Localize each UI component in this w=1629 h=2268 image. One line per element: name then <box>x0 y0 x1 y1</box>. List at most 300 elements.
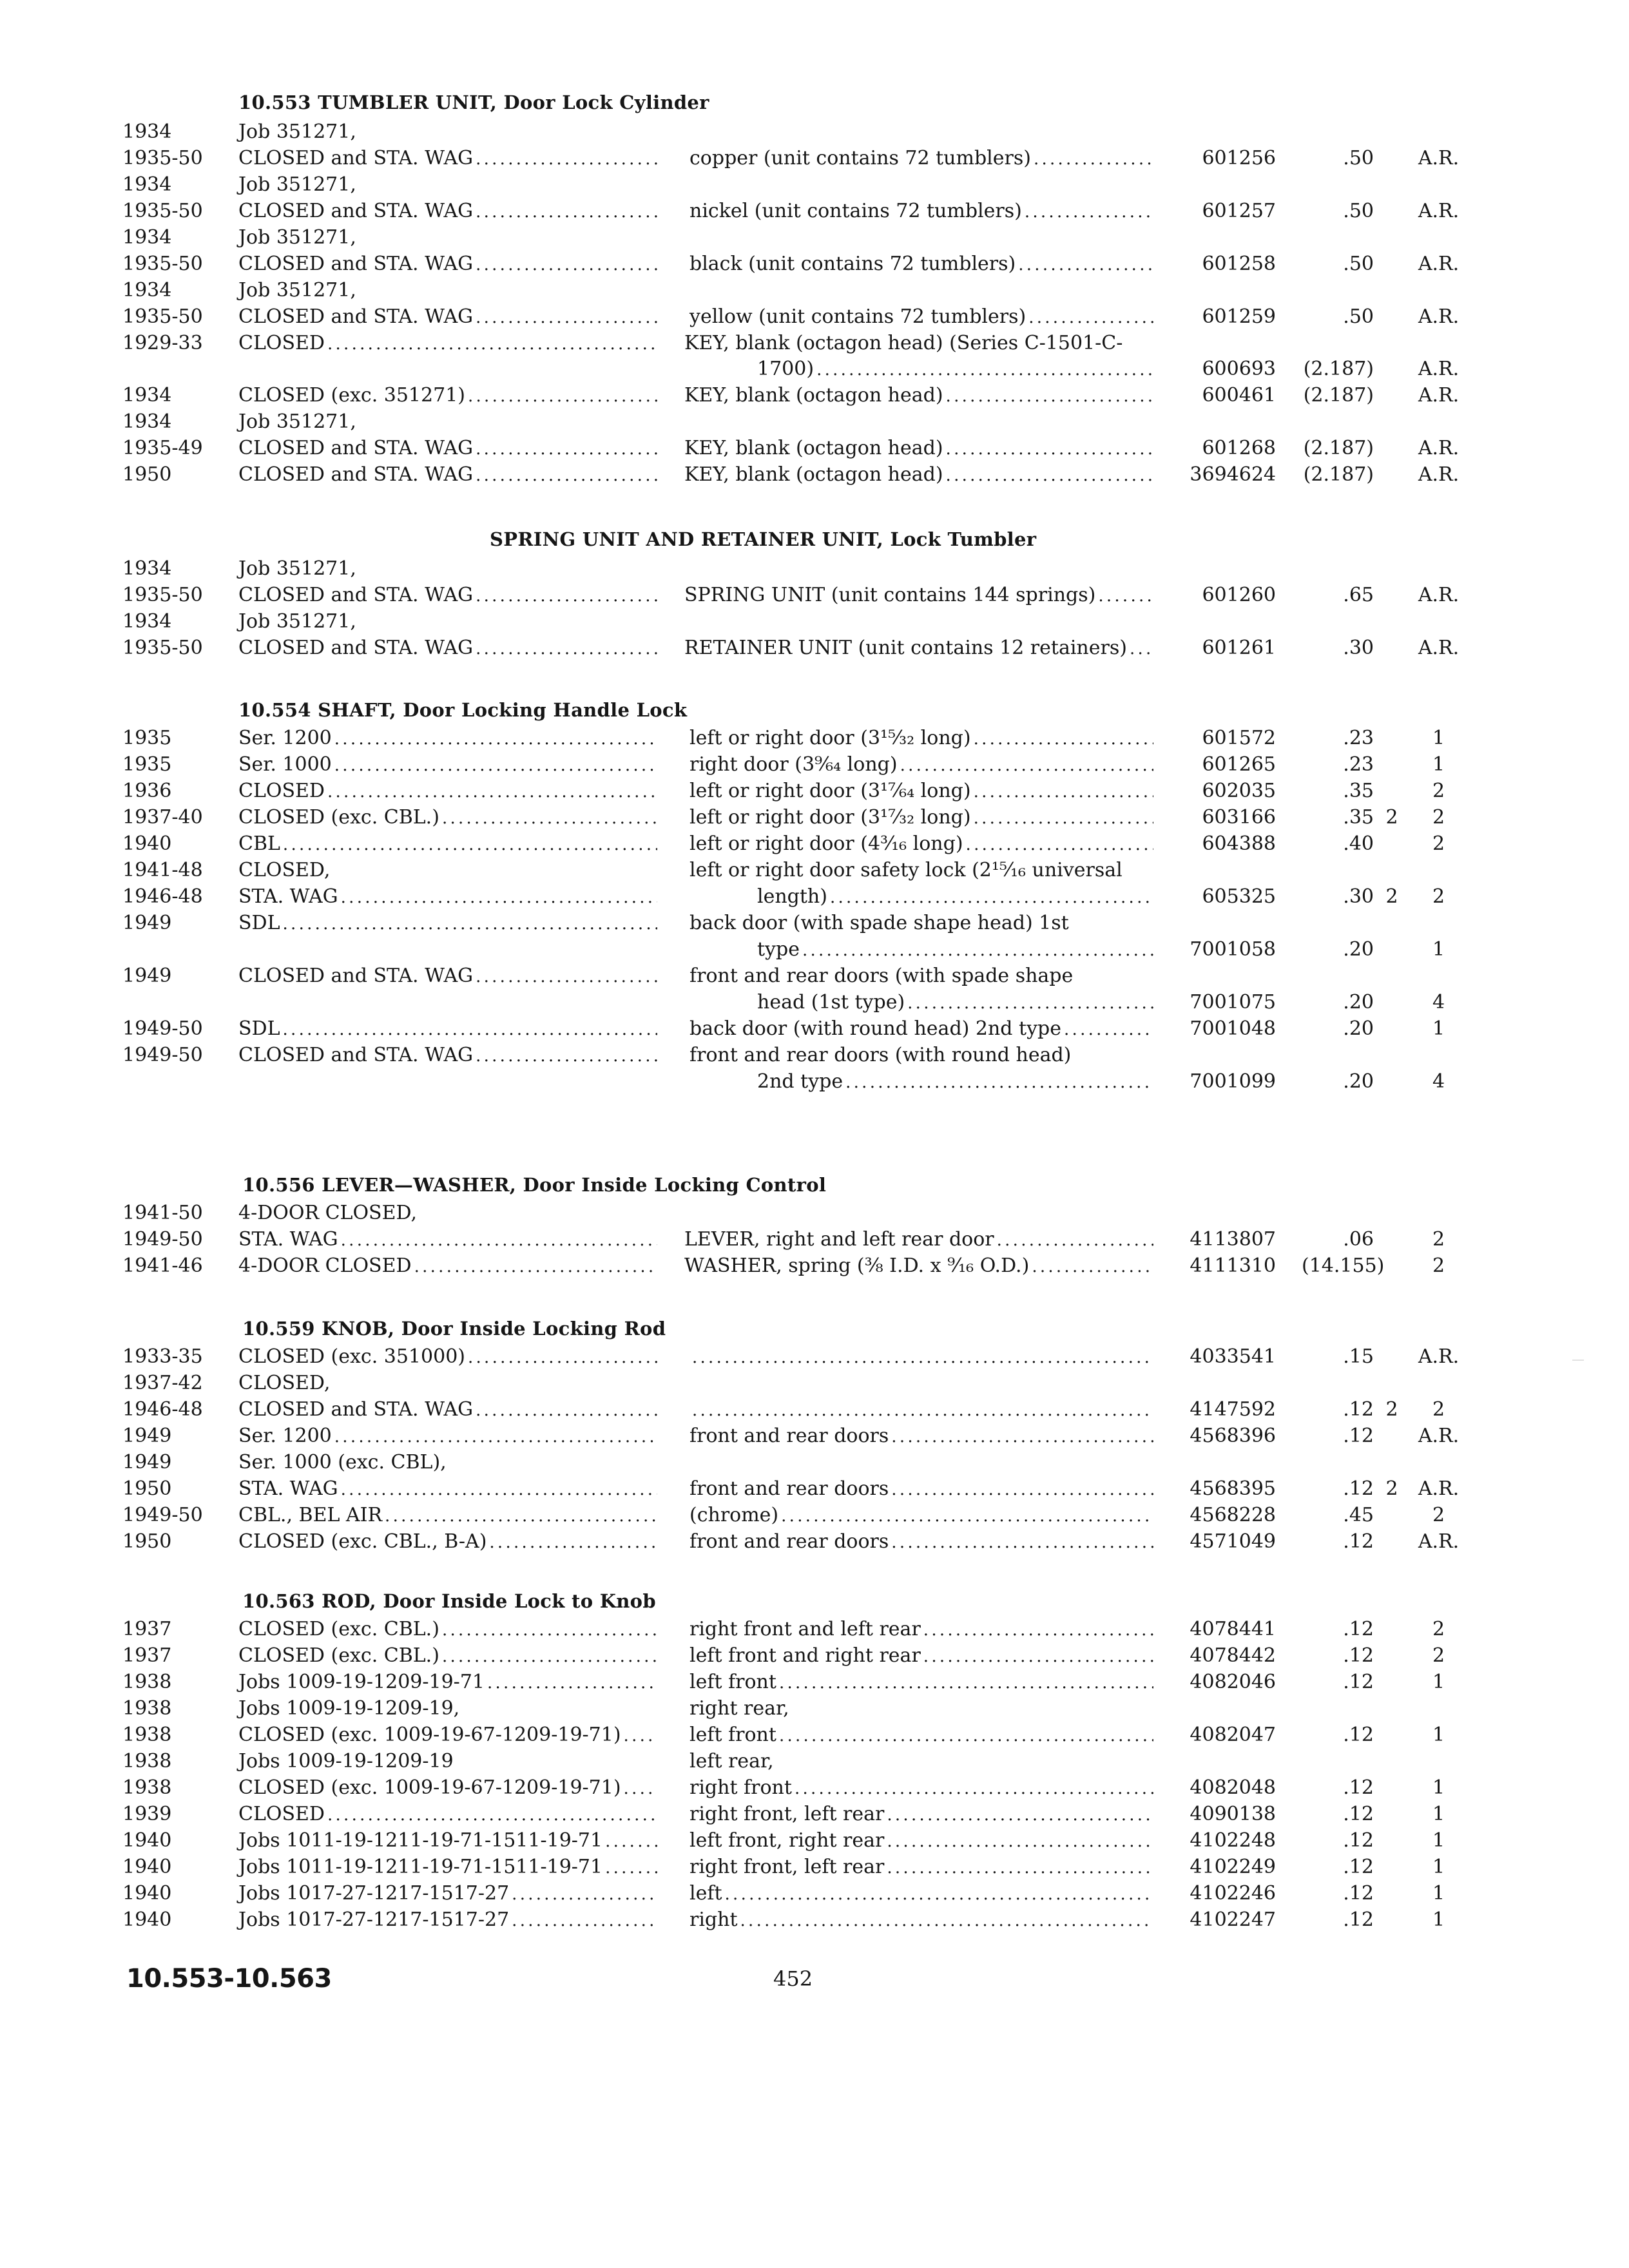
model-text: Jobs 1009-19-1209-19, <box>238 1697 460 1720</box>
description-cell <box>757 884 1153 910</box>
leader-dots <box>845 1069 1153 1095</box>
description-text: right front and left rear <box>689 1618 921 1640</box>
price: (2.187) <box>1303 384 1374 407</box>
table-row <box>0 146 1629 171</box>
price: .12 <box>1343 1477 1374 1500</box>
description-cell <box>689 1881 1153 1907</box>
table-row <box>0 198 1629 224</box>
model-cell <box>238 805 657 831</box>
leader-dots <box>334 752 657 778</box>
table-row <box>0 1253 1629 1279</box>
quantity: 1 <box>1432 1882 1445 1905</box>
price: .50 <box>1343 200 1374 222</box>
year-cell: 1934 <box>122 410 172 433</box>
table-row <box>0 635 1629 661</box>
leader-dots <box>923 1643 1153 1669</box>
year-cell: 1941-46 <box>122 1254 203 1277</box>
model-cell <box>238 409 657 435</box>
model-text: STA. WAG <box>238 885 338 908</box>
model-text: Ser. 1200 <box>238 727 332 749</box>
leader-dots <box>946 383 1153 408</box>
table-row <box>0 1881 1629 1907</box>
model-cell <box>238 910 657 936</box>
quantity: 1 <box>1432 938 1445 961</box>
table-row <box>0 910 1629 936</box>
model-cell <box>238 1529 657 1555</box>
table-row <box>0 356 1629 382</box>
quantity: 2 <box>1432 1504 1445 1526</box>
model-text: CLOSED and STA. WAG <box>238 200 474 222</box>
description-cell <box>684 462 1153 488</box>
description-text: left front and right rear <box>689 1644 921 1667</box>
section-heading: 10.553 TUMBLER UNIT, Door Lock Cylinder <box>238 91 709 113</box>
price: .12 <box>1343 1724 1374 1746</box>
description-cell <box>689 198 1153 224</box>
description-text: left rear, <box>689 1750 774 1773</box>
table-row <box>0 778 1629 804</box>
description-text: right front, left rear <box>689 1803 885 1825</box>
part-number: 4568228 <box>1190 1504 1276 1526</box>
table-row <box>0 1669 1629 1695</box>
part-number: 601257 <box>1202 200 1276 222</box>
quantity: A.R. <box>1418 463 1460 486</box>
section-heading: 10.563 ROD, Door Inside Lock to Knob <box>242 1590 656 1612</box>
description-cell <box>689 726 1153 751</box>
leader-dots <box>476 963 657 989</box>
leader-dots <box>512 1907 657 1933</box>
model-cell <box>238 1043 657 1068</box>
model-text: CLOSED <box>238 780 325 802</box>
description-text: KEY, blank (octagon head) <box>684 437 943 459</box>
leader-dots <box>692 1344 1153 1370</box>
year-cell: 1949-50 <box>122 1228 203 1251</box>
section-heading: 10.554 SHAFT, Door Locking Handle Lock <box>238 699 688 721</box>
leader-dots <box>779 1722 1153 1748</box>
quantity: 4 <box>1432 991 1445 1014</box>
model-text: Job 351271, <box>238 279 356 302</box>
price: .35 <box>1343 806 1374 829</box>
model-cell <box>238 1643 657 1669</box>
leader-dots <box>1034 146 1153 171</box>
description-cell <box>689 831 1153 857</box>
model-text: CLOSED and STA. WAG <box>238 1398 474 1421</box>
description-text: head (1st type) <box>757 991 905 1014</box>
year-cell: 1946-48 <box>122 885 203 908</box>
quantity: A.R. <box>1418 384 1460 407</box>
model-cell <box>238 1253 657 1279</box>
part-number: 601261 <box>1202 637 1276 659</box>
leader-dots <box>966 831 1153 857</box>
leader-dots <box>779 1669 1153 1695</box>
year-cell: 1938 <box>122 1724 172 1746</box>
table-row <box>0 1344 1629 1370</box>
description-text: back door (with round head) 2nd type <box>689 1017 1062 1040</box>
table-row <box>0 1854 1629 1880</box>
description-text: back door (with spade shape head) 1st <box>689 912 1069 934</box>
description-cell <box>689 1696 1153 1722</box>
model-text: CLOSED <box>238 332 325 354</box>
model-text: SDL <box>238 912 280 934</box>
description-text: 1700) <box>757 358 815 380</box>
description-text: type <box>757 938 800 961</box>
model-cell <box>238 1344 657 1370</box>
description-text: right <box>689 1908 738 1931</box>
year-cell: 1936 <box>122 780 172 802</box>
model-text: CLOSED (exc. 351271) <box>238 384 465 407</box>
section-heading: SPRING UNIT AND RETAINER UNIT, Lock Tumbler <box>490 528 1037 550</box>
quantity: 1 <box>1432 1829 1445 1852</box>
leader-dots <box>487 1669 657 1695</box>
model-text: CLOSED (exc. 1009-19-67-1209-19-71) <box>238 1776 621 1799</box>
leader-dots <box>1032 1253 1153 1279</box>
description-text: right front <box>689 1776 792 1799</box>
section-heading: 10.559 KNOB, Door Inside Locking Rod <box>242 1318 666 1340</box>
year-cell: 1935-50 <box>122 584 203 606</box>
description-text: WASHER, spring (³⁄₈ I.D. x ⁹⁄₁₆ O.D.) <box>684 1254 1030 1277</box>
leader-dots <box>781 1503 1153 1528</box>
model-cell <box>238 1669 657 1695</box>
table-row <box>0 831 1629 857</box>
quantity: 4 <box>1432 1070 1445 1093</box>
part-number: 601265 <box>1202 753 1276 776</box>
price: (14.155) <box>1302 1254 1385 1277</box>
quantity: A.R. <box>1418 637 1460 659</box>
year-cell: 1949 <box>122 1425 172 1447</box>
leader-dots <box>1028 304 1153 330</box>
model-cell <box>238 831 657 857</box>
table-row <box>0 1802 1629 1827</box>
table-row <box>0 304 1629 330</box>
table-row <box>0 383 1629 408</box>
price: .15 <box>1343 1345 1374 1368</box>
price: .50 <box>1343 305 1374 328</box>
leader-dots <box>1025 198 1153 224</box>
table-row <box>0 582 1629 608</box>
price: .12 <box>1343 1425 1374 1447</box>
table-row <box>0 963 1629 989</box>
quantity: 2 <box>1432 885 1445 908</box>
quantity-prior: 2 <box>1385 1477 1398 1500</box>
table-row <box>0 1617 1629 1642</box>
price: .06 <box>1343 1228 1374 1251</box>
price: .30 <box>1343 637 1374 659</box>
model-cell <box>238 251 657 277</box>
leader-dots <box>476 436 657 461</box>
price: .12 <box>1343 1829 1374 1852</box>
model-text: CLOSED <box>238 1803 325 1825</box>
model-cell <box>238 1802 657 1827</box>
year-cell: 1937 <box>122 1618 172 1640</box>
model-text: CBL., BEL AIR <box>238 1504 383 1526</box>
model-cell <box>238 278 657 303</box>
quantity: A.R. <box>1418 200 1460 222</box>
leader-dots <box>887 1828 1153 1854</box>
year-cell: 1939 <box>122 1803 172 1825</box>
quantity: 1 <box>1432 1724 1445 1746</box>
table-row <box>0 1043 1629 1068</box>
description-cell <box>689 963 1153 989</box>
leader-dots <box>327 1802 657 1827</box>
table-row <box>0 752 1629 778</box>
year-cell: 1940 <box>122 1882 172 1905</box>
part-number: 7001058 <box>1190 938 1276 961</box>
description-text: front and rear doors <box>689 1477 889 1500</box>
model-cell <box>238 119 657 145</box>
leader-dots <box>624 1722 657 1748</box>
leader-dots <box>946 436 1153 461</box>
description-text: left <box>689 1882 722 1905</box>
table-row <box>0 990 1629 1015</box>
price: .12 <box>1343 1671 1374 1693</box>
description-text: LEVER, right and left rear door <box>684 1228 994 1251</box>
model-text: CLOSED, <box>238 859 331 881</box>
leader-dots <box>442 1617 657 1642</box>
description-cell <box>689 1043 1153 1068</box>
price: .23 <box>1343 727 1374 749</box>
quantity: A.R. <box>1418 358 1460 380</box>
price: .35 <box>1343 780 1374 802</box>
leader-dots <box>327 331 657 356</box>
table-row <box>0 805 1629 831</box>
year-cell: 1941-50 <box>122 1202 203 1224</box>
description-text: right front, left rear <box>689 1856 885 1878</box>
model-text: Ser. 1200 <box>238 1425 332 1447</box>
description-cell <box>684 1227 1153 1253</box>
table-row <box>0 436 1629 461</box>
price: .23 <box>1343 753 1374 776</box>
price: .65 <box>1343 584 1374 606</box>
model-text: Jobs 1011-19-1211-19-71-1511-19-71 <box>238 1829 603 1852</box>
leader-dots <box>476 304 657 330</box>
part-number: 605325 <box>1202 885 1276 908</box>
description-text: left front <box>689 1724 776 1746</box>
description-text: left or right door (4³⁄₁₆ long) <box>689 832 963 855</box>
description-cell <box>689 1476 1153 1502</box>
model-cell <box>238 1200 657 1226</box>
leader-dots <box>795 1775 1153 1801</box>
model-text: Jobs 1009-19-1209-19-71 <box>238 1671 485 1693</box>
description-text: left front <box>689 1671 776 1693</box>
description-text: front and rear doors (with round head) <box>689 1044 1072 1066</box>
table-row <box>0 1749 1629 1774</box>
table-row <box>0 409 1629 435</box>
model-text: CLOSED (exc. 351000) <box>238 1345 465 1368</box>
model-cell <box>238 331 657 356</box>
leader-dots <box>385 1503 657 1528</box>
part-number: 601259 <box>1202 305 1276 328</box>
description-text: RETAINER UNIT (unit contains 12 retainers) <box>684 637 1127 659</box>
description-cell <box>689 1669 1153 1695</box>
margin-mark <box>1572 1360 1584 1361</box>
model-cell <box>238 582 657 608</box>
year-cell: 1934 <box>122 173 172 196</box>
model-text: CLOSED and STA. WAG <box>238 965 474 987</box>
price: .20 <box>1343 1070 1374 1093</box>
year-cell: 1940 <box>122 1856 172 1878</box>
model-cell <box>238 1476 657 1502</box>
leader-dots <box>900 752 1153 778</box>
leader-dots <box>816 356 1153 382</box>
quantity: 1 <box>1432 1017 1445 1040</box>
model-text: CLOSED and STA. WAG <box>238 147 474 169</box>
table-row <box>0 225 1629 251</box>
leader-dots <box>334 1423 657 1449</box>
year-cell: 1938 <box>122 1750 172 1773</box>
model-cell <box>238 304 657 330</box>
model-text: Jobs 1009-19-1209-19 <box>238 1750 454 1773</box>
price: .12 <box>1343 1644 1374 1667</box>
part-number: 4090138 <box>1190 1803 1276 1825</box>
model-text: Job 351271, <box>238 410 356 433</box>
description-text: left front, right rear <box>689 1829 885 1852</box>
description-text: left or right door (3¹⁵⁄₃₂ long) <box>689 727 971 749</box>
year-cell: 1949 <box>122 965 172 987</box>
model-text: 4-DOOR CLOSED, <box>238 1202 418 1224</box>
table-row <box>0 1450 1629 1475</box>
price: (2.187) <box>1303 358 1374 380</box>
leader-dots <box>334 726 657 751</box>
part-number: 603166 <box>1202 806 1276 829</box>
description-cell <box>689 1423 1153 1449</box>
description-cell <box>689 752 1153 778</box>
model-text: SDL <box>238 1017 280 1040</box>
leader-dots <box>489 1529 657 1555</box>
model-cell <box>238 436 657 461</box>
part-number: 4033541 <box>1190 1345 1276 1368</box>
section-heading: 10.556 LEVER—WASHER, Door Inside Locking Control <box>242 1174 827 1196</box>
description-cell <box>689 1397 1153 1423</box>
leader-dots <box>802 937 1153 963</box>
description-cell <box>689 910 1153 936</box>
price: .40 <box>1343 832 1374 855</box>
model-text: CLOSED and STA. WAG <box>238 437 474 459</box>
year-cell: 1934 <box>122 384 172 407</box>
description-cell <box>757 990 1153 1015</box>
description-cell <box>757 1069 1153 1095</box>
leader-dots <box>997 1227 1153 1253</box>
table-row <box>0 251 1629 277</box>
leader-dots <box>887 1802 1153 1827</box>
model-text: CBL <box>238 832 280 855</box>
description-text: KEY, blank (octagon head) <box>684 463 943 486</box>
table-row <box>0 1907 1629 1933</box>
description-cell <box>689 1722 1153 1748</box>
year-cell: 1935-50 <box>122 637 203 659</box>
model-text: CLOSED (exc. CBL., B-A) <box>238 1530 487 1553</box>
description-cell <box>689 1828 1153 1854</box>
description-text: right door (3⁹⁄₆₄ long) <box>689 753 898 776</box>
model-cell <box>238 609 657 635</box>
leader-dots <box>974 778 1153 804</box>
description-text: KEY, blank (octagon head) <box>684 384 943 407</box>
description-text: (chrome) <box>689 1504 779 1526</box>
quantity: 2 <box>1432 1398 1445 1421</box>
quantity: A.R. <box>1418 437 1460 459</box>
table-row <box>0 172 1629 198</box>
part-number: 602035 <box>1202 780 1276 802</box>
quantity: A.R. <box>1418 1477 1460 1500</box>
description-cell <box>689 146 1153 171</box>
model-cell <box>238 172 657 198</box>
leader-dots <box>692 1397 1153 1423</box>
quantity: 2 <box>1432 832 1445 855</box>
quantity-prior: 2 <box>1385 885 1398 908</box>
model-cell <box>238 1696 657 1722</box>
description-cell <box>757 356 1153 382</box>
year-cell: 1940 <box>122 832 172 855</box>
leader-dots <box>476 635 657 661</box>
model-cell <box>238 1227 657 1253</box>
model-cell <box>238 1828 657 1854</box>
leader-dots <box>1098 582 1153 608</box>
description-cell <box>684 436 1153 461</box>
description-cell <box>689 1802 1153 1827</box>
model-cell <box>238 858 657 883</box>
quantity: A.R. <box>1418 253 1460 275</box>
leader-dots <box>414 1253 657 1279</box>
description-text: left or right door (3¹⁷⁄₆₄ long) <box>689 780 971 802</box>
model-text: STA. WAG <box>238 1228 338 1251</box>
part-number: 600693 <box>1202 358 1276 380</box>
year-cell: 1935 <box>122 753 172 776</box>
leader-dots <box>887 1854 1153 1880</box>
leader-dots <box>341 1227 657 1253</box>
model-cell <box>238 383 657 408</box>
description-text: left or right door (3¹⁷⁄₃₂ long) <box>689 806 971 829</box>
year-cell: 1950 <box>122 1477 172 1500</box>
part-number: 600461 <box>1202 384 1276 407</box>
leader-dots <box>624 1775 657 1801</box>
part-number: 7001048 <box>1190 1017 1276 1040</box>
quantity: 1 <box>1432 1671 1445 1693</box>
model-text: Jobs 1017-27-1217-1517-27 <box>238 1882 510 1905</box>
description-cell <box>689 805 1153 831</box>
description-cell <box>689 1344 1153 1370</box>
quantity: 1 <box>1432 753 1445 776</box>
year-cell: 1946-48 <box>122 1398 203 1421</box>
model-cell <box>238 1450 657 1475</box>
part-number: 4102248 <box>1190 1829 1276 1852</box>
table-row <box>0 1227 1629 1253</box>
leader-dots <box>341 1476 657 1502</box>
table-row <box>0 462 1629 488</box>
model-text: Job 351271, <box>238 226 356 249</box>
year-cell: 1940 <box>122 1829 172 1852</box>
year-cell: 1935-49 <box>122 437 203 459</box>
year-cell: 1937 <box>122 1644 172 1667</box>
year-cell: 1934 <box>122 279 172 302</box>
description-cell <box>689 251 1153 277</box>
description-text: right rear, <box>689 1697 789 1720</box>
model-text: 4-DOOR CLOSED <box>238 1254 412 1277</box>
year-cell: 1934 <box>122 610 172 633</box>
part-number: 4113807 <box>1190 1228 1276 1251</box>
model-text: STA. WAG <box>238 1477 338 1500</box>
leader-dots <box>283 910 657 936</box>
year-cell: 1949 <box>122 912 172 934</box>
quantity: 2 <box>1432 1254 1445 1277</box>
part-number: 3694624 <box>1190 463 1276 486</box>
model-cell <box>238 726 657 751</box>
price: .12 <box>1343 1398 1374 1421</box>
leader-dots <box>1064 1016 1153 1042</box>
year-cell: 1937-40 <box>122 806 203 829</box>
part-number: 4111310 <box>1190 1254 1276 1277</box>
part-number: 4568396 <box>1190 1425 1276 1447</box>
leader-dots <box>476 1043 657 1068</box>
price: .50 <box>1343 147 1374 169</box>
price: .12 <box>1343 1856 1374 1878</box>
